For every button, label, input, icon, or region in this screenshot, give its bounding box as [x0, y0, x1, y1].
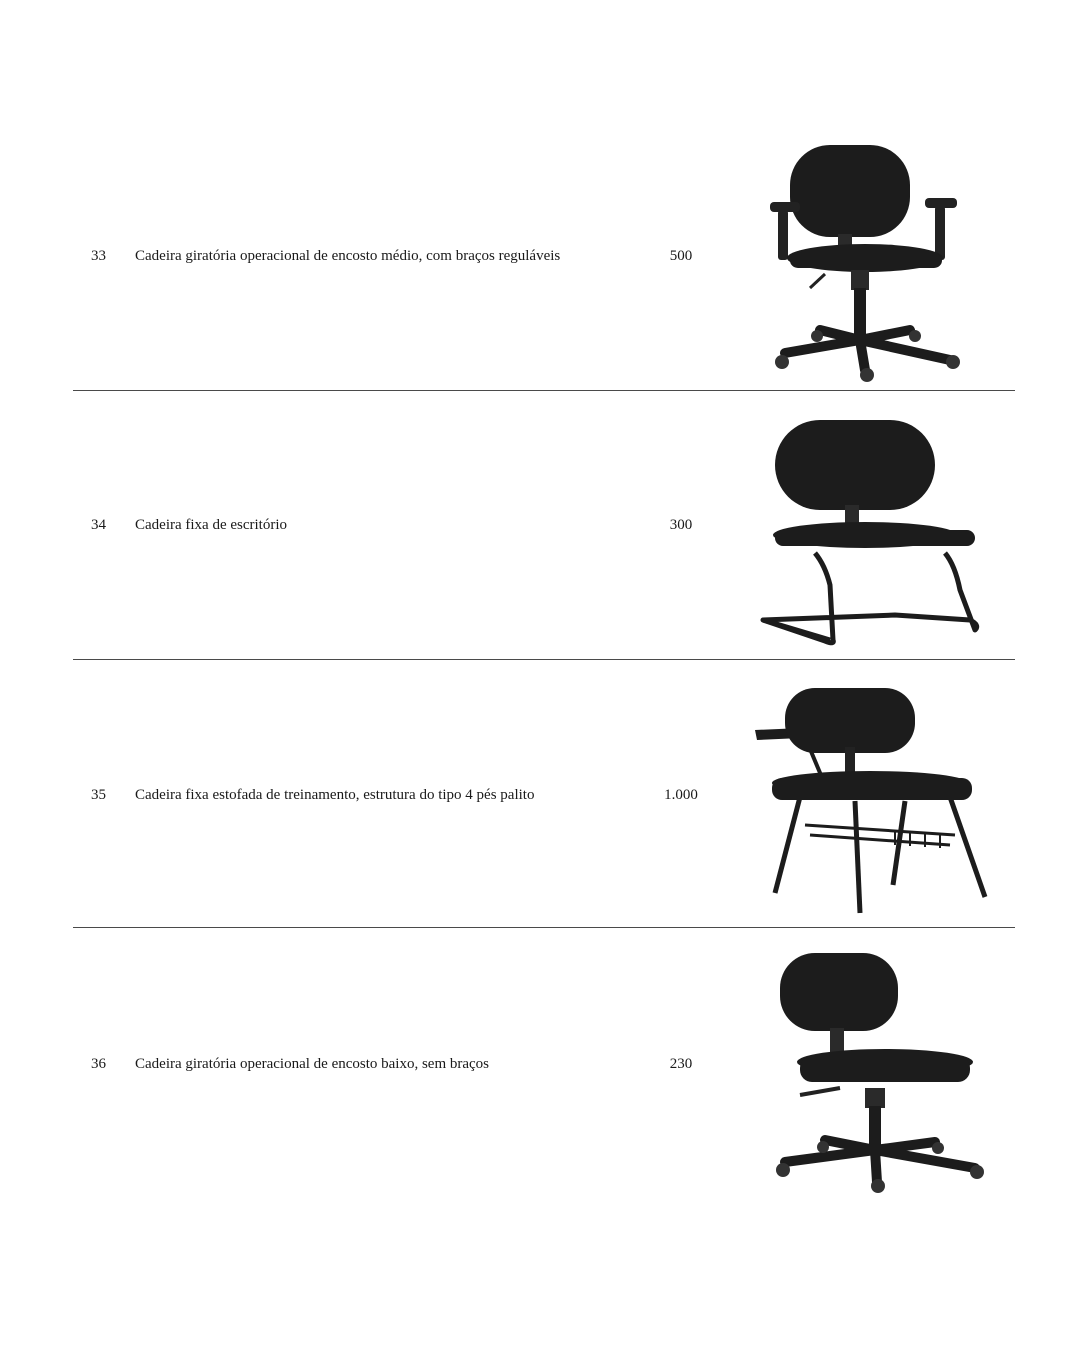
item-quantity: 500	[669, 248, 693, 264]
item-description: Cadeira fixa de escritório	[135, 517, 288, 533]
item-number: 36	[91, 1056, 106, 1072]
item-quantity: 300	[669, 517, 693, 533]
item-number: 34	[91, 517, 106, 533]
swivel-chair-with-arms-icon	[745, 140, 1005, 385]
item-number: 33	[91, 248, 106, 264]
item-quantity: 1.000	[664, 787, 698, 803]
training-chair-with-tablet-icon	[745, 685, 1005, 917]
row-divider	[73, 927, 1015, 928]
swivel-chair-no-arms-icon	[745, 950, 1005, 1195]
item-description: Cadeira giratória operacional de encosto médio, com braços reguláveis	[135, 248, 561, 264]
cantilever-chair-icon	[745, 415, 1005, 650]
item-number: 35	[91, 787, 106, 803]
row-divider	[73, 390, 1015, 391]
item-description: Cadeira giratória operacional de encosto baixo, sem braços	[135, 1056, 490, 1072]
item-description: Cadeira fixa estofada de treinamento, estrutura do tipo 4 pés palito	[135, 787, 535, 803]
row-divider	[73, 659, 1015, 660]
item-quantity: 230	[669, 1056, 693, 1072]
